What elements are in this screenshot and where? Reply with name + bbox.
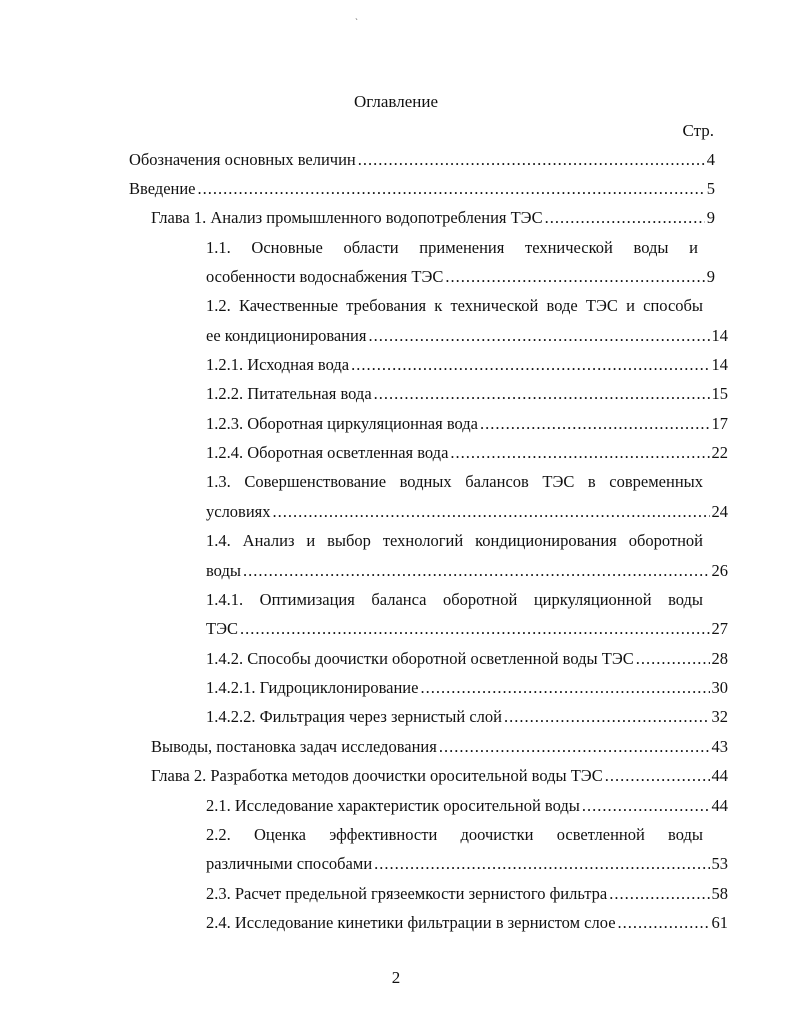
toc-entry-title: различными способами	[206, 854, 373, 873]
toc-entry-title: Глава 2. Разработка методов доочистки оросительной воды ТЭС	[151, 766, 603, 785]
toc-entry-page: 9	[706, 208, 715, 227]
toc-entry	[206, 706, 728, 728]
toc-entry	[206, 853, 728, 875]
leader-dots	[420, 677, 709, 699]
toc-entry-page: 5	[706, 179, 715, 198]
leader-dots	[368, 325, 709, 347]
toc-entry-title: 2.3. Расчет предельной грязеемкости зернистого фильтра	[206, 884, 608, 903]
page-number: 2	[391, 968, 401, 987]
toc-entry-title-part: 1.3. Совершенствование водных балансов ТЭС в современных	[206, 472, 703, 491]
toc-entry-page: 14	[711, 326, 728, 345]
toc-entry-title: воды	[206, 561, 241, 580]
toc-entry-first-line	[206, 589, 703, 611]
toc-entry	[206, 413, 728, 435]
toc-entry-page: 28	[711, 649, 728, 668]
toc-entry	[206, 648, 728, 670]
toc-entry-title-part: 1.4. Анализ и выбор технологий кондиционирования оборотной	[206, 531, 703, 550]
toc-entry-page: 43	[711, 737, 728, 756]
leader-dots	[374, 383, 710, 405]
toc-entry-first-line	[206, 824, 703, 846]
leader-dots	[618, 912, 710, 934]
page-column-label: Стр.	[682, 121, 714, 140]
toc-entry	[129, 149, 715, 171]
toc-entry-title: ее кондиционирования	[206, 326, 367, 345]
toc-entry	[206, 442, 728, 464]
toc-entry-title: Глава 1. Анализ промышленного водопотребления ТЭС	[151, 208, 543, 227]
toc-entry-page: 32	[711, 707, 728, 726]
leader-dots	[605, 765, 710, 787]
toc-entry-title: ТЭС	[206, 619, 238, 638]
toc-entry-title: 2.4. Исследование кинетики фильтрации в зернистом слое	[206, 913, 616, 932]
toc-entry-page: 53	[711, 854, 728, 873]
toc-entry-page: 44	[711, 766, 728, 785]
toc-entry-page: 44	[711, 796, 728, 815]
toc-entry	[151, 736, 728, 758]
leader-dots	[480, 413, 710, 435]
leader-dots	[198, 178, 705, 200]
toc-entry	[206, 354, 728, 376]
toc-entry	[151, 765, 728, 787]
leader-dots	[450, 442, 709, 464]
toc-entry-page: 4	[706, 150, 715, 169]
toc-entry-title: особенности водоснабжения ТЭС	[206, 267, 444, 286]
toc-entry	[206, 618, 728, 640]
toc-entry	[206, 266, 715, 288]
toc-entry-title: 1.2.1. Исходная вода	[206, 355, 350, 374]
toc-entry-first-line	[206, 530, 703, 552]
leader-dots	[243, 560, 710, 582]
toc-entry-page: 27	[711, 619, 728, 638]
toc-entry-first-line	[206, 295, 703, 317]
toc-entry	[206, 795, 728, 817]
leader-dots	[240, 618, 710, 640]
toc-entry-first-line	[206, 471, 703, 493]
toc-entry-page: 61	[711, 913, 728, 932]
leader-dots	[374, 853, 709, 875]
toc-entry-page: 30	[711, 678, 728, 697]
page-title: Оглавление	[354, 92, 438, 111]
toc-entry-page: 22	[711, 443, 728, 462]
scan-artifact: ˏ	[355, 10, 358, 20]
toc-entry-page: 26	[711, 561, 728, 580]
toc-entry-page: 58	[711, 884, 728, 903]
toc-entry-title-part: 2.2. Оценка эффективности доочистки осветленной воды	[206, 825, 703, 844]
toc-entry-title: 1.2.2. Питательная вода	[206, 384, 372, 403]
toc-entry-title: Введение	[129, 179, 196, 198]
toc-entry-title: 1.2.4. Оборотная осветленная вода	[206, 443, 449, 462]
leader-dots	[439, 736, 710, 758]
leader-dots	[582, 795, 710, 817]
toc-entry	[151, 207, 715, 229]
toc-entry-title: условиях	[206, 502, 271, 521]
leader-dots	[545, 207, 705, 229]
toc-entry-first-line	[206, 237, 698, 259]
leader-dots	[351, 354, 709, 376]
toc-entry-title: Выводы, постановка задач исследования	[151, 737, 437, 756]
toc-entry	[206, 912, 728, 934]
toc-entry-title-part: 1.1. Основные области применения технической воды и	[206, 238, 698, 257]
toc-entry	[206, 677, 728, 699]
toc-entry-title: 2.1. Исследование характеристик оросительной воды	[206, 796, 580, 815]
toc-entry-title: 1.4.2. Способы доочистки оборотной осветленной воды ТЭС	[206, 649, 634, 668]
toc-entry-page: 24	[711, 502, 728, 521]
toc-entry	[206, 383, 728, 405]
leader-dots	[504, 706, 710, 728]
toc-entry	[206, 883, 728, 905]
leader-dots	[445, 266, 704, 288]
leader-dots	[358, 149, 705, 171]
toc-entry	[206, 501, 728, 523]
leader-dots	[273, 501, 710, 523]
toc-entry	[206, 325, 728, 347]
toc-entry-title: 1.4.2.2. Фильтрация через зернистый слой	[206, 707, 502, 726]
toc-entry-title: Обозначения основных величин	[129, 150, 356, 169]
toc-entry-page: 9	[706, 267, 715, 286]
toc-entry-title: 1.4.2.1. Гидроциклонирование	[206, 678, 419, 697]
leader-dots	[636, 648, 710, 670]
toc-entry	[206, 560, 728, 582]
toc-entry	[129, 178, 715, 200]
toc-entry-page: 14	[711, 355, 728, 374]
toc-entry-title-part: 1.4.1. Оптимизация баланса оборотной циркуляционной воды	[206, 590, 703, 609]
leader-dots	[609, 883, 709, 905]
toc-entry-title-part: 1.2. Качественные требования к технической воде ТЭС и способы	[206, 296, 703, 315]
toc-entry-page: 15	[711, 384, 728, 403]
toc-entry-title: 1.2.3. Оборотная циркуляционная вода	[206, 414, 478, 433]
toc-entry-page: 17	[711, 414, 728, 433]
